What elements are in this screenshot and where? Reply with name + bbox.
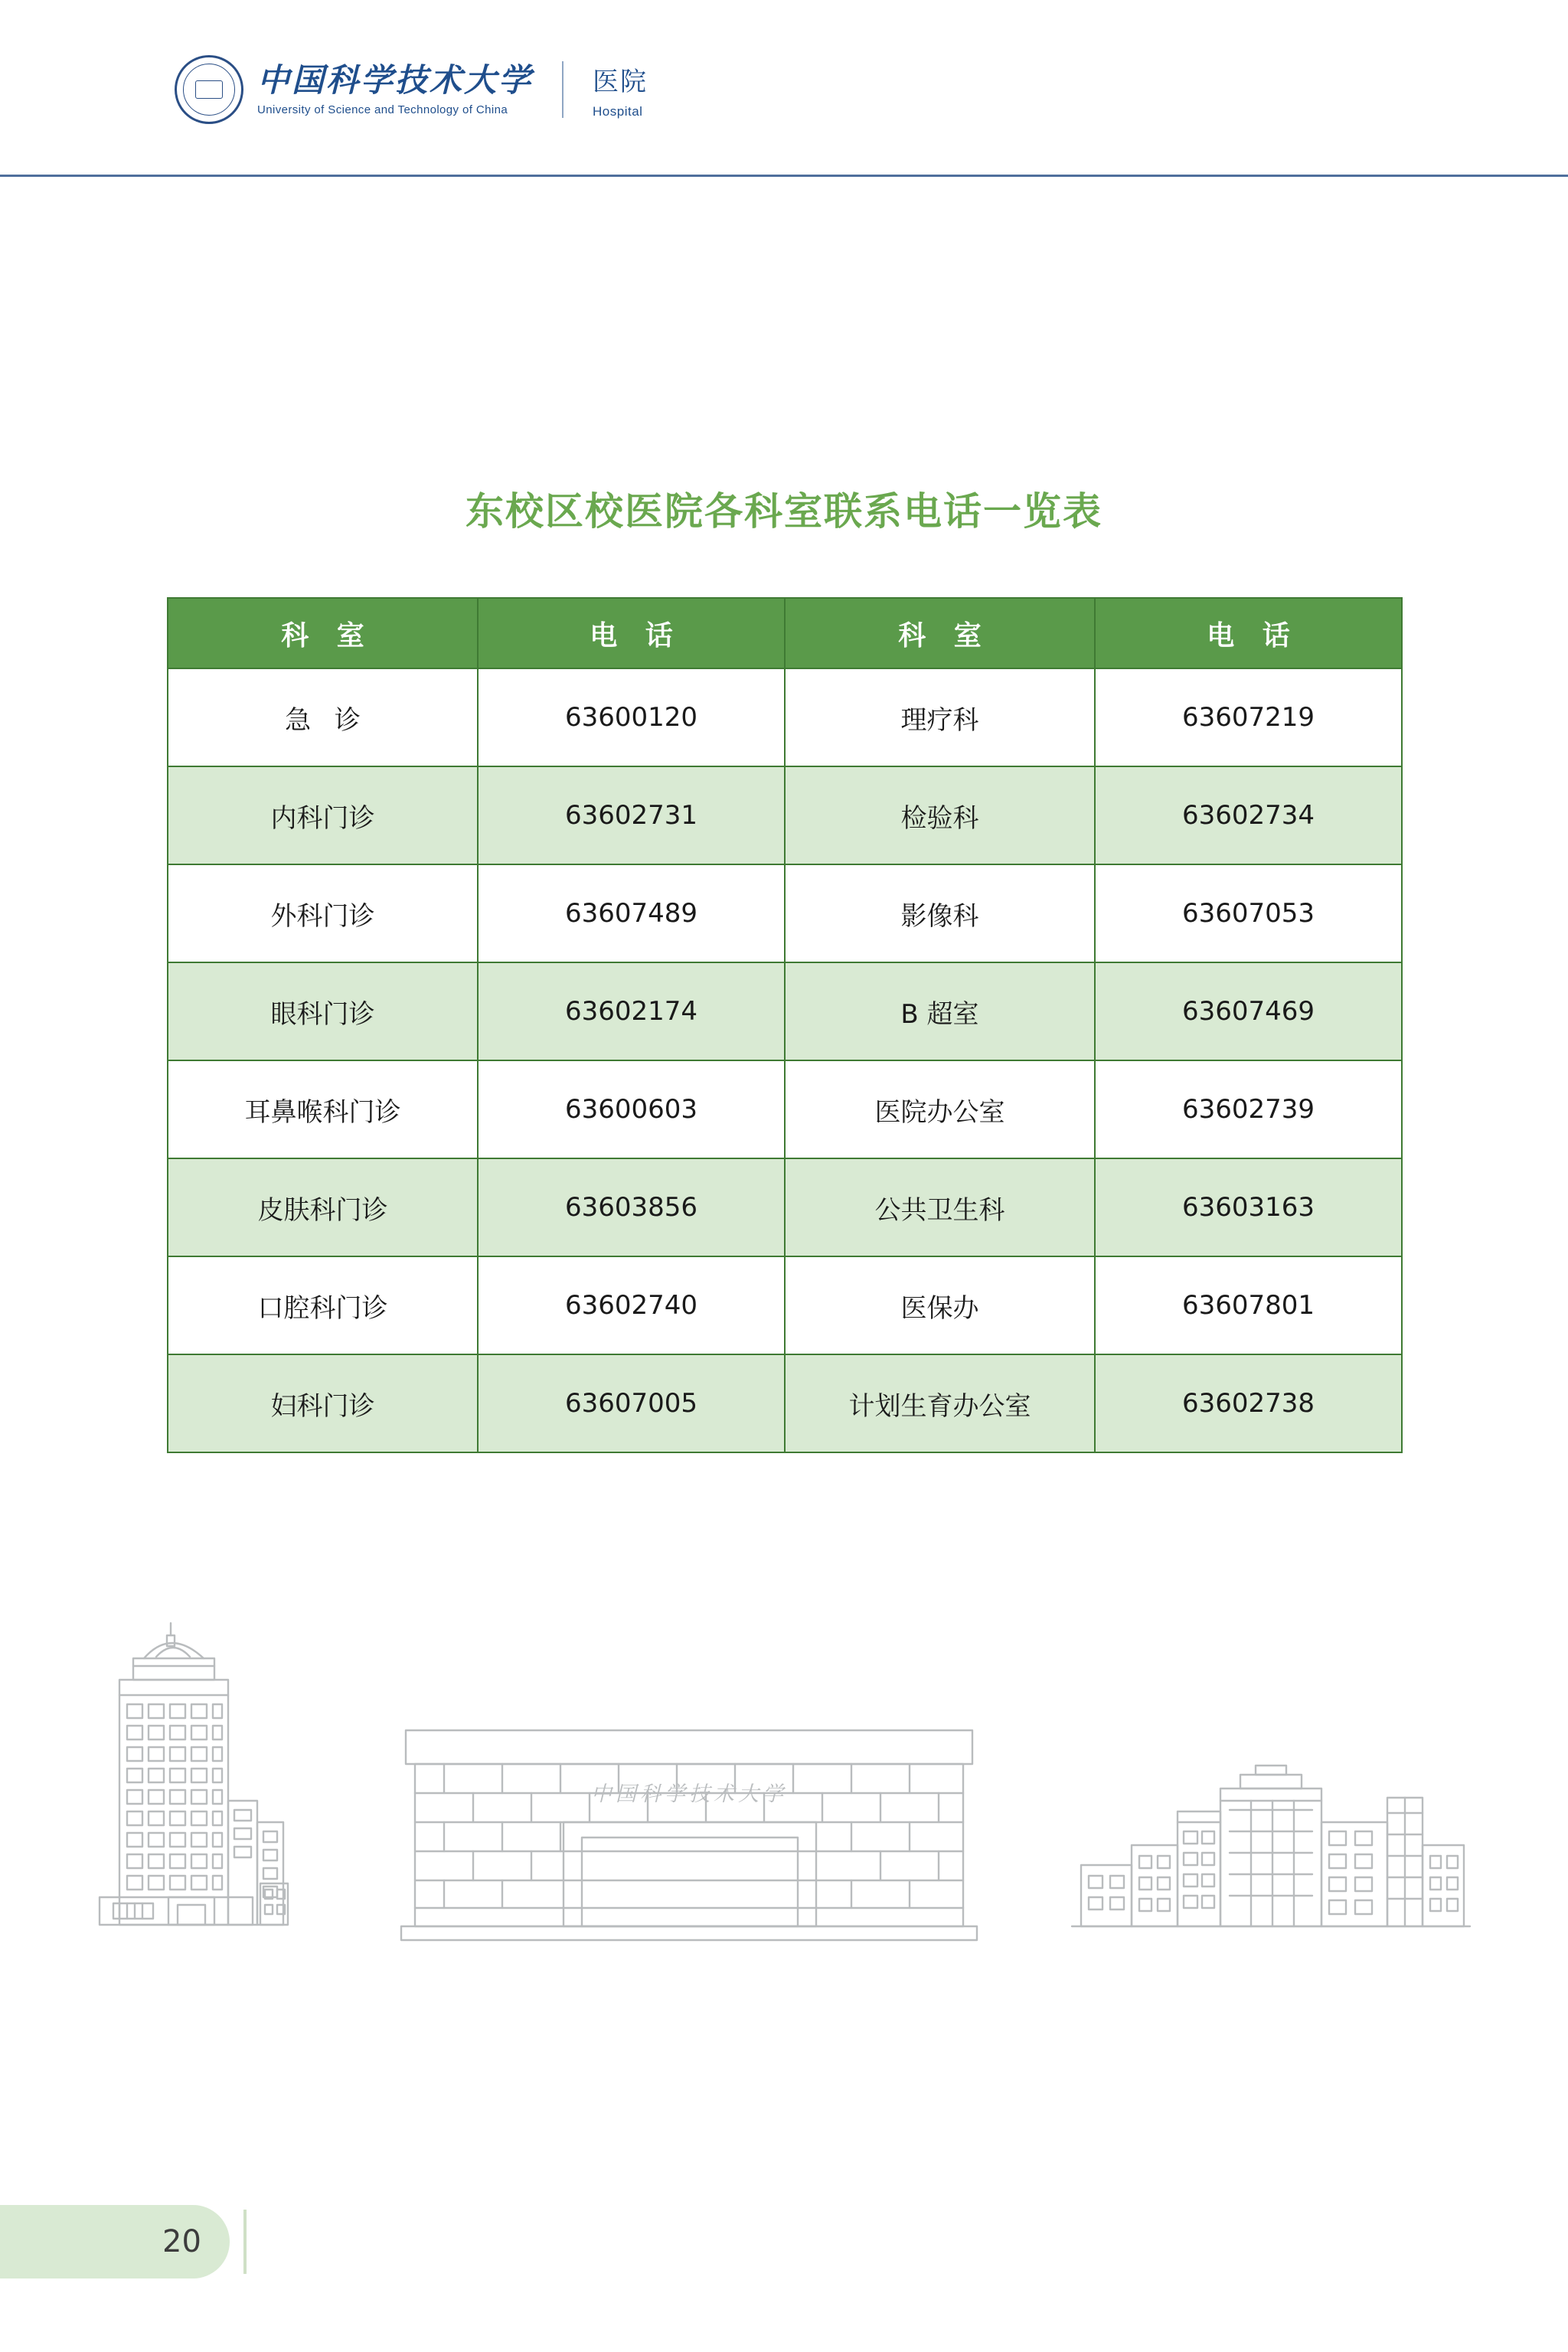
logo-divider [562, 61, 564, 118]
dept-phone: 63607489 [478, 864, 785, 962]
dept-name: 检验科 [785, 766, 1095, 864]
dept-phone: 63602740 [478, 1256, 785, 1354]
dept-name: 眼科门诊 [168, 962, 478, 1060]
page-number: 20 [162, 2224, 201, 2259]
logo-subtitle [593, 60, 648, 119]
logo-text [257, 63, 533, 116]
hospital-logo [175, 55, 648, 124]
column-header-dept-right: 科 室 [785, 598, 1095, 668]
logo-title-en: University of Science and Technology of China [257, 103, 508, 116]
campus-gate-illustration [401, 1730, 977, 1940]
dept-phone: 63607053 [1095, 864, 1402, 962]
logo-title-cn: 中国科学技术大学 [257, 61, 534, 100]
campus-skyline-illustration [77, 1592, 1501, 2021]
dept-name: 急 诊 [168, 668, 478, 766]
column-header-dept-left: 科 室 [168, 598, 478, 668]
department-phone-table [167, 597, 1403, 1453]
dept-name: 外科门诊 [168, 864, 478, 962]
table-row [168, 1354, 1402, 1452]
dept-phone: 63603856 [478, 1158, 785, 1256]
table-row [168, 1256, 1402, 1354]
usct-seal-icon [175, 55, 243, 124]
table-row [168, 1158, 1402, 1256]
dept-name: 内科门诊 [168, 766, 478, 864]
table-row [168, 668, 1402, 766]
dept-phone: 63600120 [478, 668, 785, 766]
column-header-tel-left: 电 话 [478, 598, 785, 668]
dept-name: 妇科门诊 [168, 1354, 478, 1452]
table-row [168, 766, 1402, 864]
campus-buildings-illustration [1072, 1766, 1470, 1926]
hospital-tower-illustration [100, 1623, 288, 1925]
dept-phone: 63600603 [478, 1060, 785, 1158]
dept-phone: 63607469 [1095, 962, 1402, 1060]
dept-phone: 63607219 [1095, 668, 1402, 766]
dept-phone: 63602174 [478, 962, 785, 1060]
svg-text:中国科学技术大学: 中国科学技术大学 [591, 1782, 787, 1806]
dept-phone: 63607005 [478, 1354, 785, 1452]
table-row [168, 864, 1402, 962]
dept-phone: 63607801 [1095, 1256, 1402, 1354]
dept-name: 医保办 [785, 1256, 1095, 1354]
table-row [168, 1060, 1402, 1158]
dept-name: 皮肤科门诊 [168, 1158, 478, 1256]
dept-phone: 63602739 [1095, 1060, 1402, 1158]
dept-name: 医院办公室 [785, 1060, 1095, 1158]
dept-name: 计划生育办公室 [785, 1354, 1095, 1452]
logo-subtitle-cn: 医院 [593, 66, 648, 97]
dept-name: 影像科 [785, 864, 1095, 962]
page-header [0, 0, 1568, 178]
dept-phone: 63602734 [1095, 766, 1402, 864]
dept-name: 口腔科门诊 [168, 1256, 478, 1354]
table-row [168, 962, 1402, 1060]
dept-phone: 63602731 [478, 766, 785, 864]
dept-phone: 63602738 [1095, 1354, 1402, 1452]
dept-name: 理疗科 [785, 668, 1095, 766]
header-divider [0, 175, 1568, 177]
page-title: 东校区校医院各科室联系电话一览表 [466, 489, 1102, 534]
dept-name: B 超室 [785, 962, 1095, 1060]
logo-subtitle-en: Hospital [593, 103, 643, 119]
dept-phone: 63603163 [1095, 1158, 1402, 1256]
footer-accent [243, 2210, 247, 2274]
dept-name: 公共卫生科 [785, 1158, 1095, 1256]
table-header-row [168, 598, 1402, 668]
dept-name: 耳鼻喉科门诊 [168, 1060, 478, 1158]
column-header-tel-right: 电 话 [1095, 598, 1402, 668]
